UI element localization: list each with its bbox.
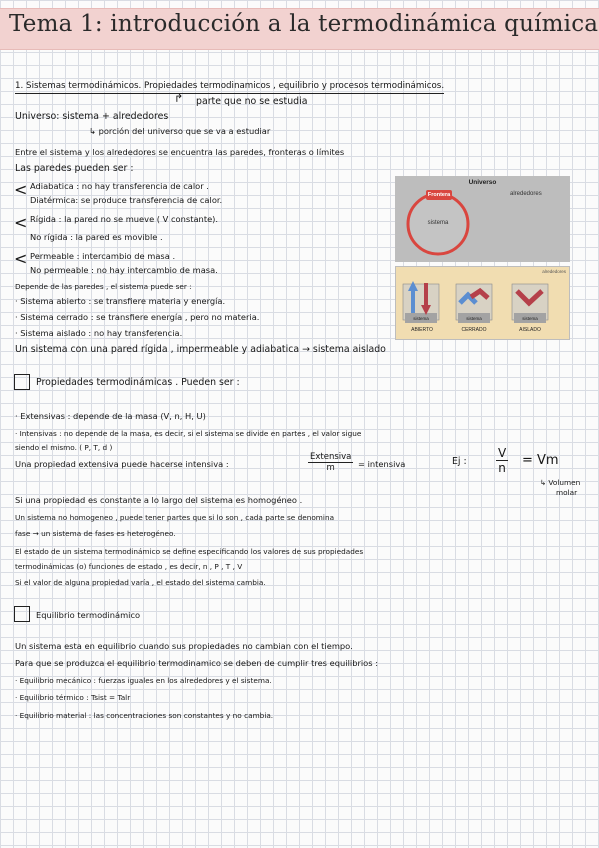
sistema-label: sistema	[427, 220, 449, 226]
wall-rigida: Rígida : la pared no se mueve ( V constante).	[30, 214, 219, 224]
sistema-cerrado: · Sistema cerrado : se transfiere energía , pero no materia.	[15, 312, 260, 322]
wall-permeable: Permeable : intercambio de masa .	[30, 251, 176, 261]
sistema-aislado: · Sistema aislado : no hay transferencia.	[15, 328, 183, 338]
intensivas-line: · Intensivas : no depende de la masa, es decir, si el sistema se divide en partes , el valor sigue	[15, 429, 362, 438]
label-cerrado: CERRADO	[461, 327, 487, 333]
box-label-cerrado: sistema	[466, 316, 482, 321]
frontera-label: Frontera	[427, 192, 451, 198]
section3-checkbox[interactable]	[14, 606, 30, 622]
ej-result: = Vm	[522, 453, 559, 468]
fraction-v-n	[496, 446, 508, 475]
note-not-studied: parte que no se estudia	[196, 96, 308, 107]
estado-line2: termodinámicas (o) funciones de estado , es decir, n , P , T , V	[15, 562, 243, 571]
propiedad-line: Una propiedad extensiva puede hacerse intensiva :	[15, 459, 229, 469]
extensivas-line: · Extensivas : depende de la masa (V, n, H, U)	[15, 411, 206, 421]
fraction-extensiva-m	[308, 452, 353, 473]
fraction-numerator: Extensiva	[310, 452, 352, 462]
conclusion-line: Un sistema con una pared rígida , impermeable y adiabatica → sistema aislado	[15, 344, 386, 355]
wall-no-rigida: No rígida : la pared es movible .	[30, 232, 163, 242]
title-band	[0, 8, 599, 50]
section2-checkbox[interactable]	[14, 374, 30, 390]
ej-label: Ej :	[452, 456, 467, 467]
equilibrio-line1: Un sistema esta en equilibrio cuando sus propiedades no cambian con el tiempo.	[15, 641, 353, 651]
figure2-corner-label: alrededores	[542, 269, 566, 274]
universo-definition: Universo: sistema + alrededores	[15, 111, 169, 122]
ej-denominator: n	[498, 461, 506, 475]
system-types-figure	[395, 266, 570, 340]
equilibrio-mecanico: · Equilibrio mecánico : fuerzas iguales en los alrededores y el sistema.	[15, 676, 272, 685]
estado-line: El estado de un sistema termodinámico se define especificando los valores de sus propiedades	[15, 547, 364, 556]
universo-subnote: ↳ porción del universo que se va a estudiar	[89, 126, 271, 136]
cambia-line: Si el valor de alguna propiedad varía , el estado del sistema cambia.	[15, 578, 266, 587]
fraction-denominator: m	[326, 463, 335, 473]
equilibrio-termico: · Equilibrio térmico : Tsist = Talr	[15, 693, 131, 702]
depende-line: Depende de las paredes , el sistema puede ser :	[15, 282, 192, 291]
box-label-aislado: sistema	[522, 316, 538, 321]
fase-line: fase → un sistema de fases es heterogéneo.	[15, 529, 176, 538]
eq-result: = intensiva	[358, 459, 406, 469]
equilibrio-line2: Para que se produzca el equilibrio termodinamico se deben de cumplir tres equilibrios :	[15, 658, 379, 668]
alrededores-label: alrededores	[510, 191, 542, 197]
brace-1: <	[14, 180, 28, 199]
label-abierto: ABIERTO	[411, 327, 433, 333]
entre-line: Entre el sistema y los alrededores se encuentra las paredes, fronteras o límites	[15, 147, 345, 157]
brace-2: <	[14, 213, 28, 232]
note-arrow-icon: ↱	[174, 92, 184, 105]
universo-diagram	[396, 177, 569, 261]
no-homogeneo-line: Un sistema no homogeneo , puede tener partes que si lo son , cada parte se denomina	[15, 513, 335, 522]
page-title: Tema 1: introducción a la termodinámica química	[9, 11, 599, 37]
volumen-molar-1: ↳ Volumen	[540, 478, 581, 487]
volumen-molar-2: molar	[556, 488, 578, 497]
brace-3: <	[14, 249, 28, 268]
ej-numerator: V	[498, 446, 507, 460]
homogeneo-line: Si una propiedad es constante a lo largo del sistema es homogéneo .	[15, 495, 303, 505]
universo-figure	[395, 176, 570, 262]
paredes-intro: Las paredes pueden ser :	[15, 163, 134, 174]
intensivas-line2: siendo el mismo. ( P, T, d )	[15, 443, 113, 452]
section1-heading: 1. Sistemas termodinámicos. Propiedades termodinamicos , equilibrio y procesos termodinámicos.	[15, 80, 444, 94]
equilibrio-material: · Equilibrio material : las concentraciones son constantes y no cambia.	[15, 711, 274, 720]
wall-adiabatica: Adiabatica : no hay transferencia de calor .	[30, 181, 209, 191]
section3-heading: Equilibrio termodinámico	[36, 610, 141, 620]
sistema-abierto: · Sistema abierto : se transfiere materia y energía.	[15, 296, 226, 306]
wall-diatermica: Diatérmica: se produce transferencia de calor.	[30, 195, 223, 205]
section2-heading: Propiedades termodinámicas . Pueden ser :	[36, 377, 240, 388]
box-label-abierto: sistema	[413, 316, 429, 321]
label-aislado: AISLADO	[519, 327, 541, 333]
wall-no-permeable: No permeable : no hay intercambio de masa.	[30, 265, 218, 275]
figure1-title: Universo	[468, 179, 497, 186]
